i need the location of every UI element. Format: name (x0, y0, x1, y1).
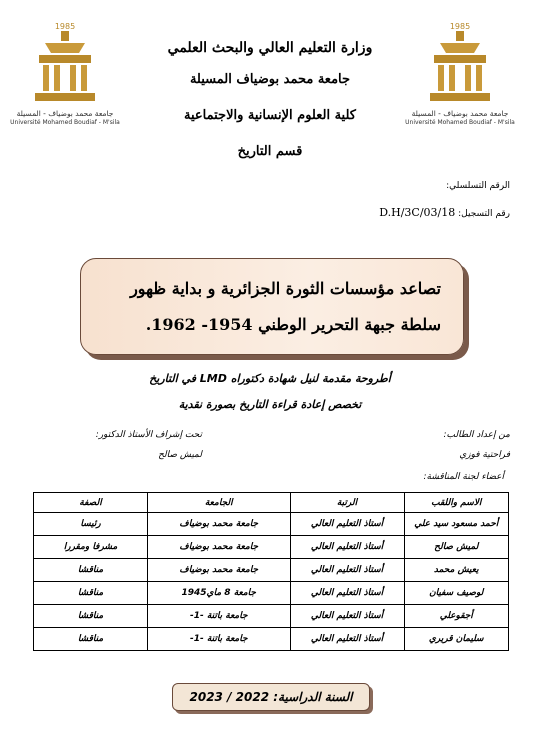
university-logo-right (405, 18, 515, 143)
faculty-name: كلية العلوم الإنسانية والاجتماعية (184, 108, 356, 123)
member-university: جامعة محمد بوضياف (148, 559, 291, 582)
academic-year: السنة الدراسية: 2022 / 2023 (172, 683, 370, 711)
logo-year: 1985 (54, 22, 76, 31)
member-name: يعيش محمد (404, 559, 509, 582)
ministry-name: وزارة التعليم العالي والبحث العلمي (167, 40, 373, 56)
member-name: أحمد مسعود سيد علي (404, 513, 509, 536)
member-role: مناقشا (34, 628, 148, 651)
logo-year: 1985 (449, 22, 471, 31)
table-header-row (34, 493, 509, 513)
member-rank: أستاذ التعليم العالي (290, 628, 404, 651)
member-rank: أستاذ التعليم العالي (290, 559, 404, 582)
department-name: قسم التاريخ (237, 144, 303, 159)
member-university: جامعة محمد بوضياف (148, 536, 291, 559)
student-label: من إعداد الطالب: (443, 430, 510, 440)
member-university: جامعة 8 ماي1945 (148, 582, 291, 605)
table-row (34, 628, 509, 651)
supervisor-label: تحت إشراف الأستاذ الدكتور: (95, 430, 202, 440)
member-rank: أستاذ التعليم العالي (290, 605, 404, 628)
thesis-title-line-1: تصاعد مؤسسات الثورة الجزائرية و بداية ظهور (130, 279, 441, 298)
member-name: أجقوعلي (404, 605, 509, 628)
table-row (34, 582, 509, 605)
jury-table (33, 492, 509, 651)
header-rank: الرتبة (290, 493, 404, 513)
member-rank: أستاذ التعليم العالي (290, 582, 404, 605)
registration-label (379, 206, 510, 219)
member-university: جامعة محمد بوضياف (148, 513, 291, 536)
thesis-title-line-2: سلطة جبهة التحرير الوطني 1954- 1962. (145, 315, 441, 334)
logo-name-ar: جامعة محمد بوضياف - المسيلة (16, 109, 114, 118)
registration-label-text: رقم التسجيل: (458, 209, 510, 219)
serial-number-label: الرقم التسلسلي: (446, 181, 510, 191)
logo-name-fr: Université Mohamed Boudiaf - M'sila (10, 119, 120, 126)
member-rank: أستاذ التعليم العالي (290, 536, 404, 559)
table-row (34, 559, 509, 582)
header-role: الصفة (34, 493, 148, 513)
member-name: لوصيف سفيان (404, 582, 509, 605)
university-emblem-icon (420, 31, 500, 103)
member-university: جامعة باتنة -1- (148, 605, 291, 628)
university-name: جامعة محمد بوضياف المسيلة (189, 72, 351, 87)
thesis-title-box (80, 258, 464, 355)
member-university: جامعة باتنة -1- (148, 628, 291, 651)
student-name: فراحتية فوزي (459, 450, 510, 460)
table-row (34, 605, 509, 628)
table-row (34, 513, 509, 536)
member-role: مشرفا ومقررا (34, 536, 148, 559)
header-university: الجامعة (148, 493, 291, 513)
member-name: سليمان قريري (404, 628, 509, 651)
university-emblem-icon (25, 31, 105, 103)
committee-label: أعضاء لجنة المناقشة: (423, 472, 504, 482)
university-logo-left (10, 18, 120, 143)
member-role: رئيسا (34, 513, 148, 536)
logo-name-ar: جامعة محمد بوضياف - المسيلة (411, 109, 509, 118)
member-name: لميش صالح (404, 536, 509, 559)
header-name: الاسم واللقب (404, 493, 509, 513)
supervisor-name: لميش صالح (158, 450, 202, 460)
member-rank: أستاذ التعليم العالي (290, 513, 404, 536)
table-row (34, 536, 509, 559)
logo-name-fr: Université Mohamed Boudiaf - M'sila (405, 119, 515, 126)
member-role: مناقشا (34, 582, 148, 605)
member-role: مناقشا (34, 605, 148, 628)
registration-number: D.H/3C/03/18 (379, 206, 456, 219)
specialty-statement: تخصص إعادة قراءة التاريخ بصورة نقدية (178, 398, 362, 411)
member-role: مناقشا (34, 559, 148, 582)
degree-statement: أطروحة مقدمة لنيل شهادة دكتوراه LMD في التاريخ (149, 372, 391, 385)
